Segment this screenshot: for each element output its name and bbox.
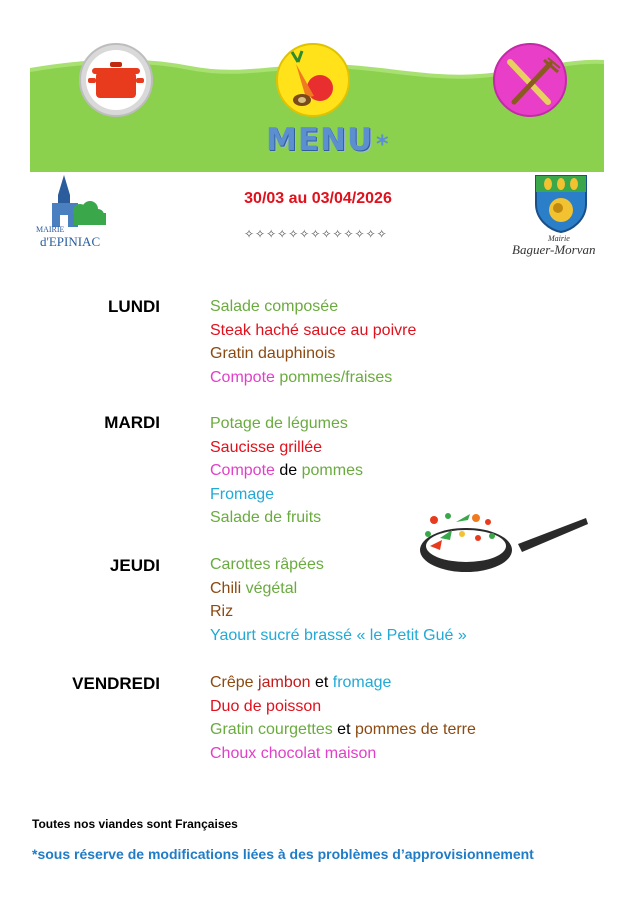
menu-item	[210, 671, 476, 695]
menu-item	[210, 366, 416, 390]
menu-item-text: Crêpe	[210, 674, 259, 691]
menu-item-text: Carottes râpées	[210, 556, 324, 573]
menu-item-text: pommes	[301, 462, 363, 479]
footer-note: Toutes nos viandes sont Françaises	[32, 817, 238, 831]
menu-item-text: Compote	[210, 368, 280, 386]
menu-item-text: de	[279, 462, 302, 479]
menu-item-text: Salade de fruits	[210, 509, 322, 526]
logo-left-line2: d'EPINIAC	[40, 234, 101, 249]
menu-item-text: et	[337, 721, 355, 738]
menu-item	[210, 624, 467, 648]
menu-item	[210, 577, 467, 601]
menu-item	[210, 459, 363, 483]
menu-item	[210, 412, 363, 436]
menu-item-text: et	[314, 674, 333, 691]
knife-fork-icon	[494, 44, 566, 116]
menu-item	[210, 319, 416, 343]
day-label-jeudi: JEUDI	[109, 556, 160, 575]
menu-items-vendredi	[210, 671, 476, 765]
menu-item-text: jambon	[258, 674, 315, 691]
menu-item-text: Duo de poisson	[210, 697, 322, 715]
day-label-lundi: LUNDI	[108, 297, 160, 316]
menu-item	[210, 718, 476, 742]
menu-items-lundi	[210, 295, 416, 389]
ornament-divider: ✧✧✧✧✧✧✧✧✧✧✧✧✧	[244, 227, 388, 241]
menu-item-text: Riz	[210, 603, 234, 620]
menu-item-text: Gratin dauphinois	[210, 345, 336, 362]
frying-pan-illustration	[418, 510, 590, 580]
menu-item-text: Saucisse grillée	[210, 438, 323, 456]
logo-right-line2: Baguer-Morvan	[512, 242, 596, 257]
menu-item-text: pommes de terre	[354, 721, 476, 738]
menu-item	[210, 342, 416, 366]
day-label-vendredi: VENDREDI	[72, 674, 160, 693]
date-range: 30/03 au 03/04/2026	[244, 190, 392, 207]
menu-item	[210, 600, 467, 624]
menu-item	[210, 436, 363, 460]
menu-item-text: pommes/fraises	[279, 368, 393, 386]
menu-item	[210, 483, 363, 507]
cooking-pot-icon	[80, 44, 152, 116]
menu-item-text: fromage	[332, 674, 392, 691]
menu-item-text: Fromage	[210, 485, 275, 503]
menu-item-text: végétal	[245, 579, 298, 597]
menu-title: MENU	[266, 122, 374, 158]
baguer-morvan-crest	[530, 172, 592, 234]
menu-item-text: Steak haché sauce au poivre	[210, 321, 417, 339]
menu-item	[210, 695, 476, 719]
menu-item	[210, 742, 476, 766]
menu-item-text: Chili	[210, 579, 246, 597]
menu-title-asterisk: *	[376, 130, 389, 158]
footer-disclaimer: *sous réserve de modifications liées à des problèmes d’approvisionnement	[32, 846, 534, 862]
menu-item-text: Yaourt sucré brassé « le Petit Gué »	[210, 626, 467, 644]
logo-left-line1: MAIRIE	[36, 225, 65, 234]
menu-item-text: Salade composée	[210, 298, 339, 315]
menu-item-text: Gratin courgettes	[210, 721, 338, 738]
menu-item	[210, 506, 363, 530]
fruits-vegetables-icon	[277, 44, 349, 116]
menu-item	[210, 295, 416, 319]
day-label-mardi: MARDI	[104, 413, 160, 432]
menu-item-text: Potage de légumes	[210, 415, 348, 432]
logo-right-line1: Mairie	[548, 234, 570, 243]
menu-items-mardi	[210, 412, 363, 530]
menu-item-text: Compote	[210, 462, 280, 479]
menu-item-text: Choux chocolat maison	[210, 744, 377, 762]
